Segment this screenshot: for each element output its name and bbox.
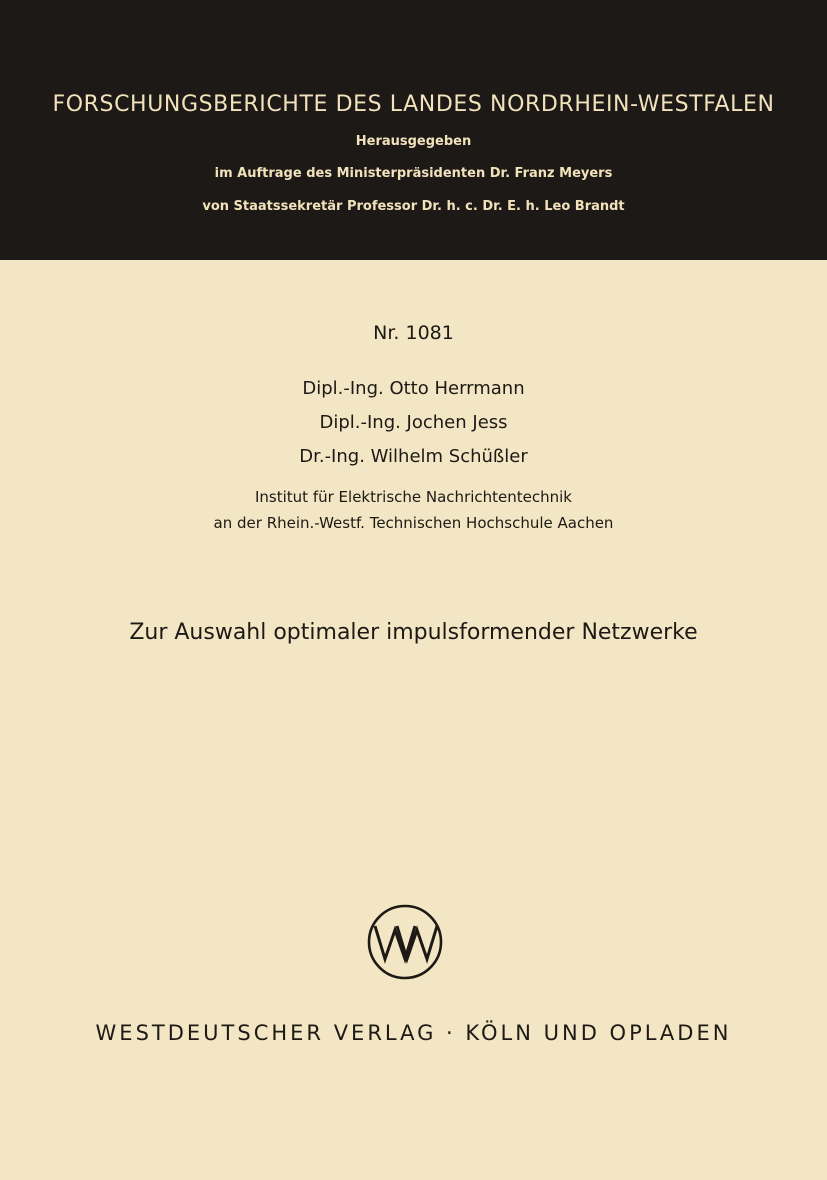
institute-line: an der Rhein.-Westf. Technischen Hochschule Aachen (213, 514, 614, 532)
commissioned-line: im Auftrage des Ministerpräsidenten Dr. Franz Meyers (214, 166, 613, 181)
institute-line: Institut für Elektrische Nachrichtentechnik (255, 488, 572, 506)
author-name: Dipl.-Ing. Otto Herrmann (302, 378, 525, 399)
publisher-line: WESTDEUTSCHER VERLAG · KÖLN UND OPLADEN (95, 1021, 732, 1045)
header-band (0, 0, 827, 260)
author-name: Dr.-Ing. Wilhelm Schüßler (299, 446, 528, 467)
publisher-monogram-icon (365, 902, 445, 982)
published-by-line: Herausgegeben (355, 134, 472, 149)
author-name: Dipl.-Ing. Jochen Jess (319, 412, 508, 433)
report-number: Nr. 1081 (373, 322, 454, 344)
book-title: Zur Auswahl optimaler impulsformender Netzwerke (129, 620, 698, 645)
series-title: FORSCHUNGSBERICHTE DES LANDES NORDRHEIN-WESTFALEN (52, 92, 775, 117)
editor-line: von Staatssekretär Professor Dr. h. c. Dr. E. h. Leo Brandt (202, 199, 625, 214)
